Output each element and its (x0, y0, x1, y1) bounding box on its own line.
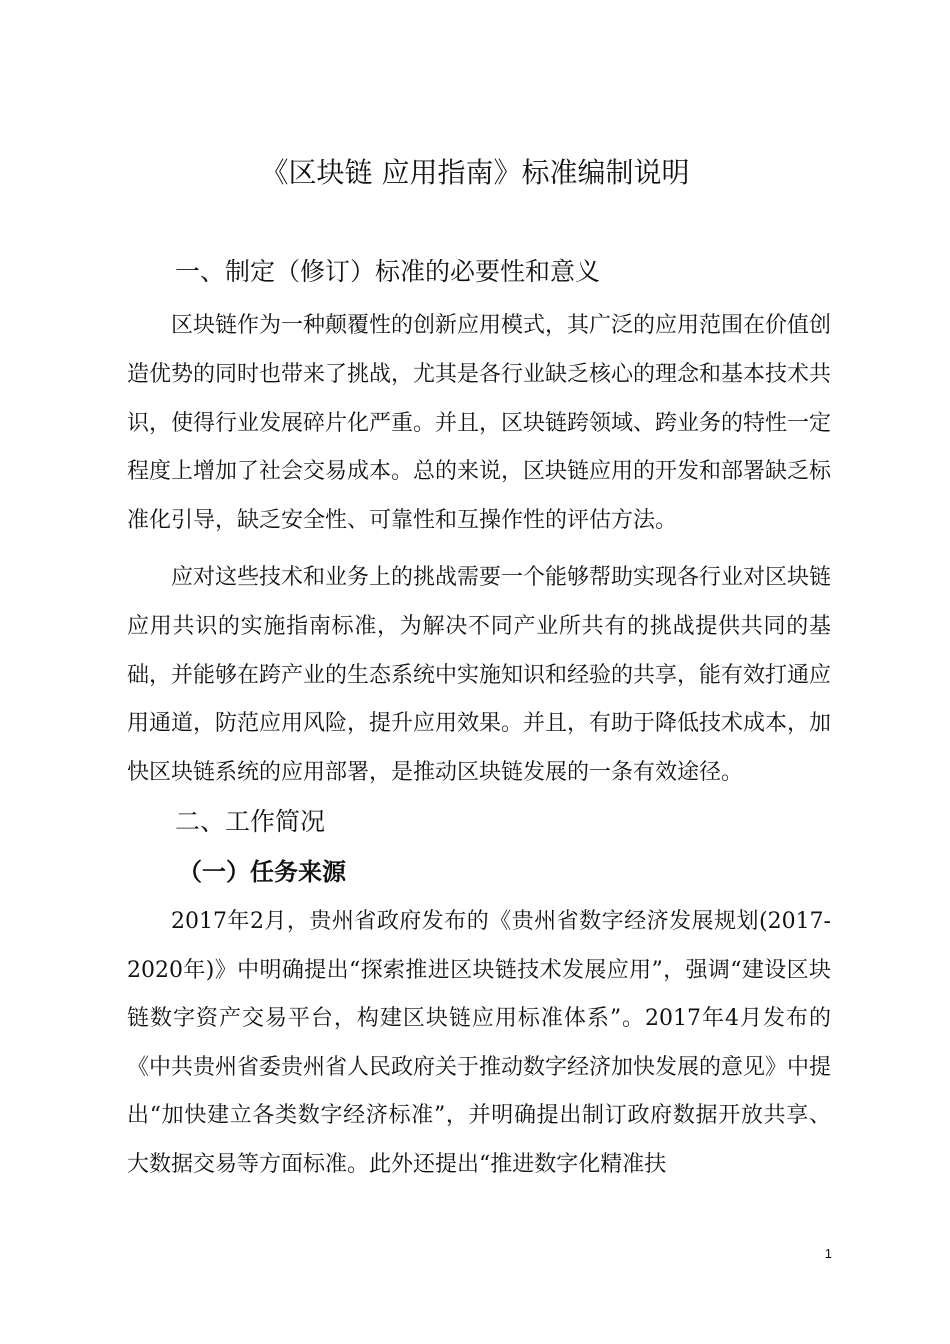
section-heading-2: 二、工作简况 (175, 807, 326, 836)
subsection-heading-task-source: （一）任务来源 (178, 858, 346, 886)
paragraph-task-source: 2017年2月，贵州省政府发布的《贵州省数字经济发展规划(2017-2020年)》中明确提出“探索推进区块链技术发展应用”，强调“建设区块链数字资产交易平台，构建区块链应用标准体系”。2017年4月发布的《中共贵州省委贵州省人民政府关于推动数字经济加快发展的意见》中提出“加快建立各类数字经济标准”，并明确提出制订政府数据开放共享、大数据交易等方面标准。此外还提出“推进数字化精准扶 (127, 909, 832, 1177)
document-title: 《区块链 应用指南》标准编制说明 (260, 156, 690, 189)
paragraph-necessity: 区块链作为一种颠覆性的创新应用模式，其广泛的应用范围在价值创造优势的同时也带来了挑战，尤其是各行业缺乏核心的理念和基本技术共识，使得行业发展碎片化严重。并且，区块链跨领域、跨业务的特性一定程度上增加了社会交易成本。总的来说，区块链应用的开发和部署缺乏标准化引导，缺乏安全性、可靠性和互操作性的评估方法。 (127, 313, 832, 534)
page-number: 1 (824, 1246, 832, 1261)
section-heading-1: 一、制定（修订）标准的必要性和意义 (175, 257, 601, 286)
paragraph-challenges: 应对这些技术和业务上的挑战需要一个能够帮助实现各行业对区块链应用共识的实施指南标准，为解决不同产业所共有的挑战提供共同的基础，并能够在跨产业的生态系统中实施知识和经验的共享，能有效打通应用通道，防范应用风险，提升应用效果。并且，有助于降低技术成本，加快区块链系统的应用部署，是推动区块链发展的一条有效途径。 (127, 565, 832, 786)
